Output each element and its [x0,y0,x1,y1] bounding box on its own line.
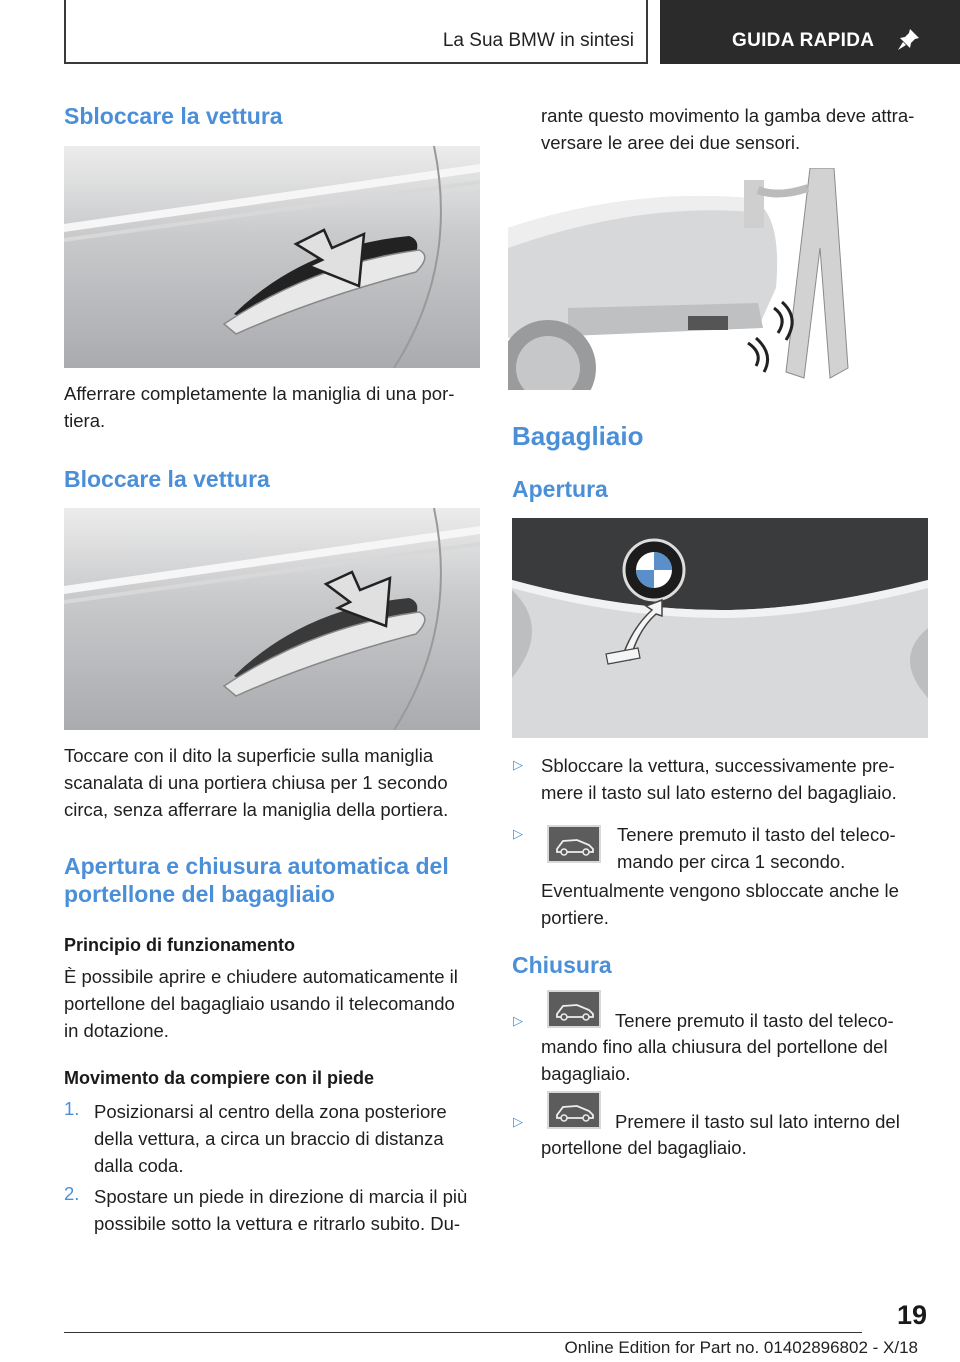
lock-text-line-3: circa, senza afferrare la maniglia della portiera. [64,799,449,820]
door-handle-lock-figure [64,508,480,730]
step-2-number: 2. [64,1183,80,1204]
principle-text-line-2: portellone del bagagliaio usando il telecomando [64,993,455,1014]
trunk-button-figure [512,518,928,738]
trunk-title: Bagagliaio [512,421,644,451]
open-item-1-line-2: mere il tasto sul lato esterno del bagagliaio. [541,782,897,803]
unlock-text-line-1: Afferrare completamente la maniglia di una por- [64,383,455,404]
car-trunk-key-icon [547,825,601,863]
open-title: Apertura [512,476,608,502]
lock-text-line-2: scanalata di una portiera chiusa per 1 secondo [64,772,448,793]
close-item-2-line-2: portellone del bagagliaio. [541,1137,747,1158]
foot-gesture-figure [508,168,864,390]
open-item-1-line-1: Sbloccare la vettura, successivamente pre- [541,755,895,776]
car-trunk-key-icon [547,1091,601,1129]
step-1-number: 1. [64,1098,80,1119]
step-2-continued-line-1: rante questo movimento la gamba deve attra- [541,105,915,126]
move-title: Movimento da compiere con il piede [64,1068,375,1088]
auto-title-line-2: portellone del bagagliaio [64,881,335,907]
header-chapter-title: GUIDA RAPIDA [732,30,875,51]
lock-text-line-1: Toccare con il dito la superficie sulla maniglia [64,745,434,766]
open-note-line-2: portiere. [541,907,609,928]
pin-icon [896,26,922,52]
step-2-line-2: possibile sotto la vettura e ritrarlo subito. Du- [94,1213,461,1234]
header-section-box [64,0,648,64]
open-item-2-line-1: Tenere premuto il tasto del teleco- [617,824,896,845]
auto-title-line-1: Apertura e chiusura automatica del [64,853,449,879]
open-note-line-1: Eventualmente vengono sbloccate anche le [541,880,899,901]
close-item-1-line-3: bagagliaio. [541,1063,631,1084]
close-item-1-line-1: Tenere premuto il tasto del teleco- [615,1010,894,1031]
open-item-1-bullet: ▷ [513,757,523,772]
header-section-title: La Sua BMW in sintesi [442,30,634,51]
footer-edition: Online Edition for Part no. 01402896802 - X/18 [564,1338,918,1357]
footer-divider [64,1332,862,1333]
open-item-2-line-2: mando per circa 1 secondo. [617,851,846,872]
lock-title: Bloccare la vettura [64,466,270,492]
door-handle-unlock-figure [64,146,480,368]
principle-text-line-1: È possibile aprire e chiudere automaticamente il [64,966,458,987]
close-item-1-bullet: ▷ [513,1013,523,1028]
close-item-2-bullet: ▷ [513,1114,523,1129]
close-item-1-line-2: mando fino alla chiusura del portellone del [541,1036,888,1057]
principle-title: Principio di funzionamento [64,935,295,955]
page-number: 19 [896,1300,927,1330]
step-2-line-1: Spostare un piede in direzione di marcia il più [94,1186,468,1207]
close-title: Chiusura [512,952,612,978]
close-item-2-line-1: Premere il tasto sul lato interno del [615,1111,900,1132]
principle-text-line-3: in dotazione. [64,1020,169,1041]
step-1-line-2: della vettura, a circa un braccio di distanza [94,1128,444,1149]
unlock-title: Sbloccare la vettura [64,103,283,129]
step-2-continued-line-2: versare le aree dei due sensori. [541,132,801,153]
step-1-line-1: Posizionarsi al centro della zona posteriore [94,1101,447,1122]
step-1-line-3: dalla coda. [94,1155,184,1176]
car-trunk-key-icon [547,990,601,1028]
unlock-text-line-2: tiera. [64,410,106,431]
open-item-2-bullet: ▷ [513,826,523,841]
header-chapter-tab [660,0,960,64]
